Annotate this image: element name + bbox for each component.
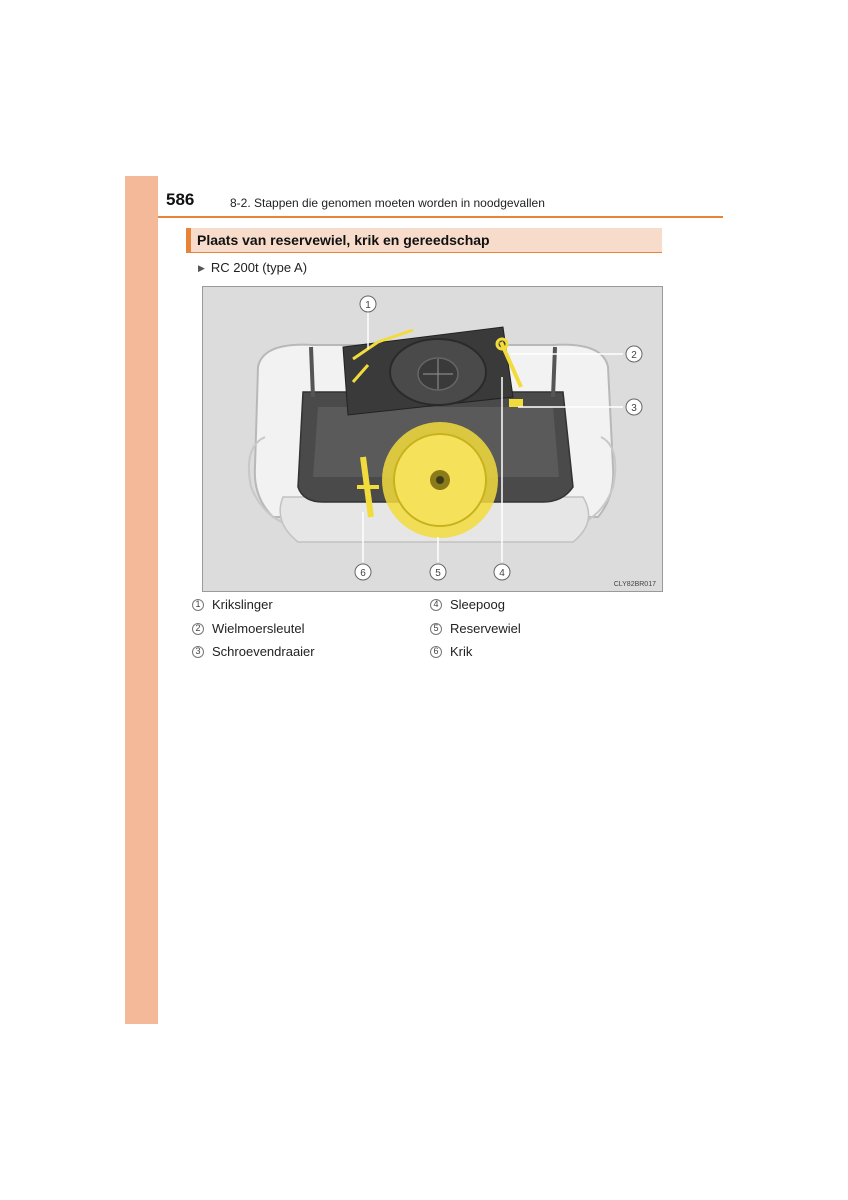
legend-label-3: Schroevendraaier — [212, 644, 315, 659]
legend-item-3 — [192, 644, 315, 659]
chapter-title: 8-2. Stappen die genomen moeten worden in noodgevallen — [230, 196, 545, 210]
legend-label-5: Reservewiel — [450, 621, 521, 636]
page-number: 586 — [166, 190, 195, 209]
chapter-side-tab — [125, 176, 158, 1024]
legend-number-4: 4 — [430, 599, 442, 611]
callout-2-label: 2 — [631, 350, 637, 361]
legend-number-1: 1 — [192, 599, 204, 611]
legend-item-4 — [430, 597, 505, 612]
trunk-illustration — [202, 286, 663, 592]
callout-5 — [430, 564, 446, 580]
legend-item-2 — [192, 621, 304, 636]
callout-6-label: 6 — [360, 568, 366, 579]
figure-code: CLY82BR017 — [613, 581, 656, 588]
callout-6 — [355, 564, 371, 580]
section-title: Plaats van reservewiel, krik en gereedschap — [197, 232, 490, 248]
legend-number-6: 6 — [430, 646, 442, 658]
legend-item-6 — [430, 644, 472, 659]
callout-5-label: 5 — [435, 568, 441, 579]
legend-item-1 — [192, 597, 273, 612]
legend-number-2: 2 — [192, 623, 204, 635]
variant-text: RC 200t (type A) — [210, 260, 308, 275]
section-accent — [186, 228, 191, 252]
callout-4-label: 4 — [499, 568, 505, 579]
trunk-drawing — [203, 287, 663, 592]
callout-1 — [360, 296, 376, 312]
callout-1-label: 1 — [365, 300, 371, 311]
callout-3 — [626, 399, 642, 415]
legend-number-5: 5 — [430, 623, 442, 635]
legend-item-5 — [430, 621, 521, 636]
legend-number-3: 3 — [192, 646, 204, 658]
legend-label-6: Krik — [450, 644, 473, 659]
section-heading — [186, 228, 662, 253]
callout-4 — [494, 564, 510, 580]
callout-2 — [626, 346, 642, 362]
callout-3-label: 3 — [631, 403, 637, 414]
legend-label-4: Sleepoog — [450, 597, 505, 612]
legend-label-2: Wielmoersleutel — [212, 621, 305, 636]
legend-label-1: Krikslinger — [212, 597, 273, 612]
header-divider — [158, 216, 723, 218]
variant-label — [198, 260, 307, 275]
triangle-bullet-icon: ▶ — [198, 263, 205, 273]
